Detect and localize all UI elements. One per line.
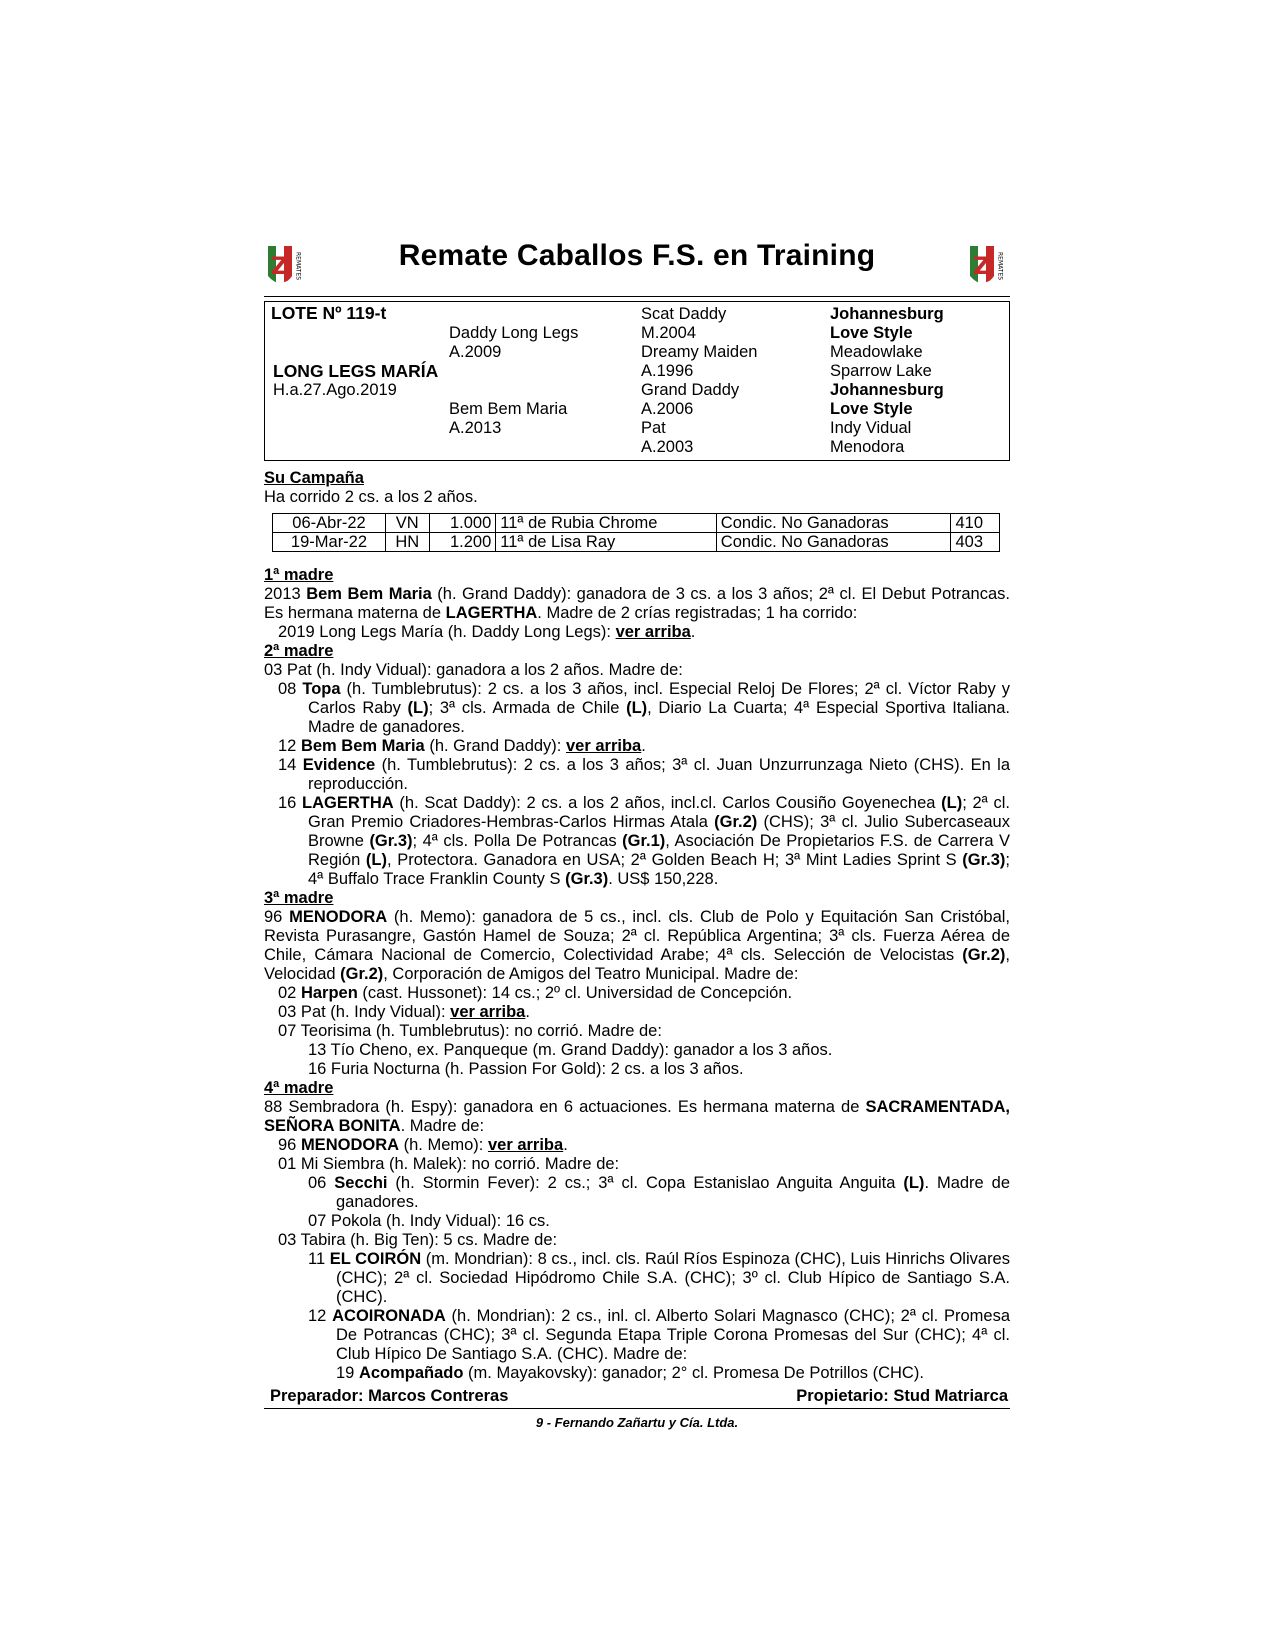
- granddam-1: Dreamy Maiden: [641, 343, 758, 361]
- race-result: 11ª de Lisa Ray: [496, 533, 716, 552]
- race-table: [272, 513, 1000, 552]
- grandsire-2: Grand Daddy: [641, 381, 740, 399]
- first-dam-offspring: 2019 Long Legs María (h. Daddy Long Legs): ver arriba.: [278, 623, 696, 641]
- sire-name: Daddy Long Legs: [449, 324, 579, 342]
- g3-ancestor: Johannesburg: [830, 305, 944, 323]
- offspring-entry: 11 EL COIRÓN (m. Mondrian): 8 cs., incl. cls. Raúl Ríos Espinoza (CHC), Luis Hinrichs Olivares (CHC); 2ª cl. Sociedad Hipódromo Chile S.A. (CHC); 3º cl. Club Hípico de Santiago S.A. (CHC).: [308, 1250, 1010, 1306]
- race-distance: 1.200: [429, 533, 496, 552]
- table-row: [273, 533, 1000, 552]
- see-above-link[interactable]: ver arriba: [615, 623, 691, 641]
- offspring-entry: 02 Harpen (cast. Hussonet): 14 cs.; 2º cl. Universidad de Concepción.: [278, 984, 793, 1002]
- pedigree-box: [264, 301, 1010, 461]
- fourth-dam-text: 88 Sembradora (h. Espy): ganadora en 6 actuaciones. Es hermana materna de SACRAMENTADA, SEÑORA BONITA. Madre de:: [264, 1098, 1010, 1135]
- second-dam-intro: 03 Pat (h. Indy Vidual): ganadora a los 2 años. Madre de:: [264, 661, 683, 679]
- grandsire-2-year: A.2006: [641, 400, 694, 418]
- g3-ancestor: Indy Vidual: [830, 419, 912, 437]
- g3-ancestor: Love Style: [830, 324, 913, 342]
- see-above-link[interactable]: ver arriba: [487, 1136, 564, 1154]
- offspring-entry: 16 LAGERTHA (h. Scat Daddy): 2 cs. a los 2 años, incl.cl. Carlos Cousiño Goyenechea (L); 2ª cl. Gran Premio Criadores-Hembras-Carlos Hirmas Atala (Gr.2) (CHS); 3ª cl. Julio Subercaseaux Browne (Gr.3); 4ª cls. Polla De Potrancas (Gr.1), Asociación De Propietarios F.S. de Carrera V Región (L), Protectora. Ganadora en USA; 2ª Golden Beach H; 3ª Mint Ladies Sprint S (Gr.3); 4ª Buffalo Trace Franklin County S (Gr.3). US$ 150,228.: [278, 794, 1011, 888]
- first-dam-text: 2013 Bem Bem Maria (h. Grand Daddy): ganadora de 3 cs. a los 3 años; 2ª cl. El Debut Potrancas. Es hermana materna de LAGERTHA. Madre de 2 crías registradas; 1 ha corrido:: [264, 585, 1010, 622]
- race-track: HN: [385, 533, 429, 552]
- grandsire-1: Scat Daddy: [641, 305, 727, 323]
- third-dam-section: [264, 889, 1010, 1079]
- race-date: 19-Mar-22: [273, 533, 386, 552]
- race-distance: 1.000: [429, 514, 496, 533]
- offspring-entry: 01 Mi Siembra (h. Malek): no corrió. Madre de:: [278, 1155, 620, 1173]
- race-weight: 403: [951, 533, 1000, 552]
- campaign-summary: Ha corrido 2 cs. a los 2 años.: [264, 488, 478, 506]
- race-condition: Condic. No Ganadoras: [716, 533, 951, 552]
- offspring-entry: 07 Pokola (h. Indy Vidual): 16 cs.: [308, 1212, 550, 1230]
- fourth-dam-section: [264, 1079, 1010, 1383]
- see-above-link[interactable]: ver arriba: [450, 1003, 526, 1021]
- svg-text:Z: Z: [973, 252, 991, 280]
- svg-text:Z: Z: [271, 252, 289, 280]
- offspring-entry: 03 Pat (h. Indy Vidual): ver arriba.: [278, 1003, 530, 1021]
- dam-year: A.2013: [449, 419, 502, 437]
- lot-number: LOTE Nº 119-t: [271, 303, 387, 323]
- grandsire-1-year: M.2004: [641, 324, 697, 342]
- offspring-entry: 16 Furia Nocturna (h. Passion For Gold): 2 cs. a los 3 años.: [308, 1060, 744, 1078]
- offspring-entry: 03 Tabira (h. Big Ten): 5 cs. Madre de:: [278, 1231, 558, 1249]
- race-track: VN: [385, 514, 429, 533]
- page-footer: 9 - Fernando Zañartu y Cía. Ltda.: [535, 1415, 739, 1430]
- third-dam-heading: 3ª madre: [264, 889, 334, 907]
- owner-label: Propietario: Stud Matriarca: [796, 1387, 1008, 1405]
- first-dam-section: [264, 566, 1010, 642]
- page-title: Remate Caballos F.S. en Training: [398, 239, 876, 272]
- offspring-entry: 06 Secchi (h. Stormin Fever): 2 cs.; 3ª cl. Copa Estanislao Anguita Anguita (L). Madre de ganadores.: [308, 1174, 1011, 1211]
- offspring-entry: 14 Evidence (h. Tumblebrutus): 2 cs. a los 3 años; 3ª cl. Juan Unzurrunzaga Nieto (CHS). En la reproducción.: [278, 756, 1010, 793]
- horse-name: LONG LEGS MARÍA: [273, 361, 439, 381]
- catalog-page: [264, 240, 1010, 1432]
- granddam-2: Pat: [641, 419, 666, 437]
- second-dam-section: [264, 642, 1010, 889]
- third-dam-text: 96 MENODORA (h. Memo): ganadora de 5 cs., incl. cls. Club de Polo y Equitación San Cristóbal, Revista Purasangre, Gastón Hamel de Souza; 2ª cl. República Argentina; 3ª cls. Fuerza Aérea de Chile, Cámara Nacional de Comercio, Colectividad Arabe; 4ª cls. Selección de Velocistas (Gr.2), Velocidad (Gr.2), Corporación de Amigos del Teatro Municipal. Madre de:: [264, 908, 1011, 983]
- remates-logo: [964, 242, 1016, 292]
- offspring-entry: 12 ACOIRONADA (h. Mondrian): 2 cs., inl. cl. Alberto Solari Magnasco (CHC); 2ª cl. Promesa De Potrancas (CHC); 3ª cl. Segunda Etapa Triple Corona Promesas del Sur (CHC); 4ª cl. Club Hípico De Santiago S.A. (CHC). Madre de:: [308, 1307, 1011, 1363]
- second-dam-heading: 2ª madre: [264, 642, 334, 660]
- race-date: 06-Abr-22: [273, 514, 386, 533]
- campaign-heading: Su Campaña: [264, 469, 364, 487]
- svg-text:REMATES: REMATES: [996, 252, 1004, 281]
- offspring-entry: 07 Teorisima (h. Tumblebrutus): no corrió. Madre de:: [278, 1022, 662, 1040]
- svg-text:REMATES: REMATES: [294, 252, 302, 281]
- g3-ancestor: Menodora: [830, 438, 905, 456]
- sire-year: A.2009: [449, 343, 502, 361]
- dam-name: Bem Bem Maria: [449, 400, 568, 418]
- see-above-link[interactable]: ver arriba: [565, 737, 642, 755]
- g3-ancestor: Meadowlake: [830, 343, 923, 361]
- granddam-1-year: A.1996: [641, 362, 694, 380]
- offspring-entry: 08 Topa (h. Tumblebrutus): 2 cs. a los 3 años, incl. Especial Reloj De Flores; 2ª cl. Víctor Raby y Carlos Raby (L); 3ª cls. Armada de Chile (L), Diario La Cuarta; 4ª Especial Sportiva Italiana. Madre de ganadores.: [278, 680, 1010, 736]
- g3-ancestor: Johannesburg: [830, 381, 944, 399]
- offspring-entry: 12 Bem Bem Maria (h. Grand Daddy): ver arriba.: [278, 737, 646, 755]
- page-header: [264, 240, 1010, 297]
- offspring-entry: 13 Tío Cheno, ex. Panqueque (m. Grand Daddy): ganador a los 3 años.: [308, 1041, 833, 1059]
- trainer-label: Preparador: Marcos Contreras: [270, 1387, 509, 1405]
- g3-ancestor: Love Style: [830, 400, 913, 418]
- campaign-section: [264, 469, 1010, 552]
- offspring-entry: 19 Acompañado (m. Mayakovsky): ganador; 2° cl. Promesa De Potrillos (CHC).: [336, 1364, 924, 1382]
- race-weight: 410: [951, 514, 1000, 533]
- race-condition: Condic. No Ganadoras: [716, 514, 951, 533]
- table-row: [273, 514, 1000, 533]
- offspring-entry: 96 MENODORA (h. Memo): ver arriba.: [278, 1136, 568, 1154]
- horse-birth: H.a.27.Ago.2019: [273, 381, 397, 399]
- race-result: 11ª de Rubia Chrome: [496, 514, 716, 533]
- granddam-2-year: A.2003: [641, 438, 694, 456]
- lot-footer: [264, 1387, 1010, 1409]
- g3-ancestor: Sparrow Lake: [830, 362, 932, 380]
- first-dam-heading: 1ª madre: [264, 566, 334, 584]
- fourth-dam-heading: 4ª madre: [264, 1079, 334, 1097]
